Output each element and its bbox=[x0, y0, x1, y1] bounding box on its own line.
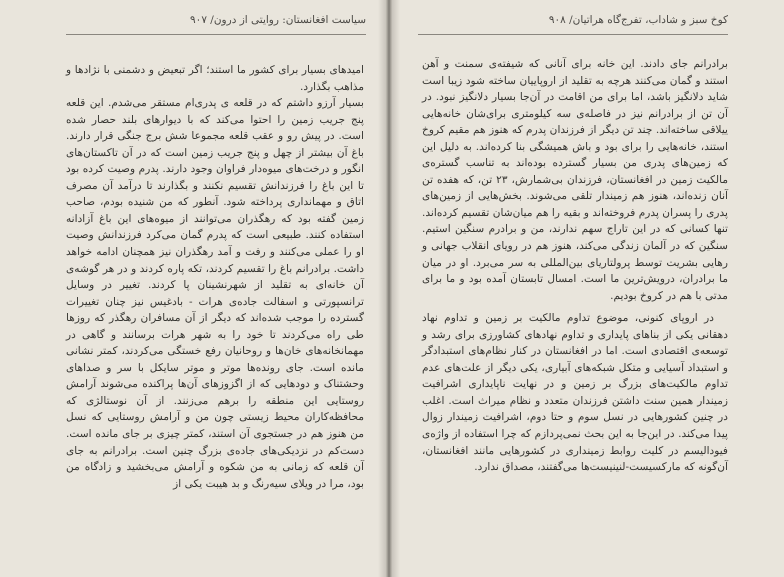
book-gutter-shadow bbox=[378, 0, 400, 577]
right-paragraph-1: برادرانم جای دادند. این خانه برای آنانی که شیفته‌ی سمنت و آهن استند و گمان می‌کنند هرچه به تقلید از اروپاییان ساخته شود زیبا است شاید دلانگیز باشد، اما برای من اقامت در آن‌جا بسیار دلانگیز نبود. در آن تن از برادرانم نیز در فاصله‌ی سه کیلومتری برای‌شان خانه‌هایی ییلاقی ساخته‌اند. چند تن دیگر از فرزندان پدرم که هنوز هم مقیم کروخ استند، خانه‌هایی را برای بود و باش همیشگی بنا کرده‌اند. به دلیل این که زمین‌های پدری من بسیار گسترده بوده‌اند به تناسب گستره‌ی مالکیت زمین در افغانستان، فرزندان بی‌شمارش، ۲۳ تن، که هفده تن آنان زنده‌اند، هنوز هم زمیندار تلقی می‌شوند. بخش‌هایی از زمین‌های پدری را پسران پدرم فروخته‌اند و بقیه را هم میان‌شان تقسیم کرده‌اند. تنها کسانی که در این تاراج سهم ندارند، من و برادرم سنگین استیم. سنگین که در آلمان زندگی می‌کند، هنوز هم در رویای انقلاب جهانی و رهایی بشریت توسط پرولتاریای بین‌المللی به سر می‌برد. او در میان ما برادران، درویش‌ترین ما است. امسال تابستان آمده بود و ما برای مدتی با هم در کروخ بودیم. bbox=[422, 58, 728, 302]
left-page-header: سیاست افغانستان: روایتی از درون/ ۹۰۷ bbox=[190, 14, 366, 26]
left-paragraph-1: امیدهای بسیار برای کشور ما استند؛ اگر تبعیض و دشمنی با نژادها و مذاهب بگذارد. bbox=[66, 64, 364, 93]
left-paragraph-2: بسیار آرزو داشتم که در قلعه ی پدری‌ام مستقر می‌شدم. این قلعه پنج جریب زمین را احتوا می‌کند که با دیوارهای بلند حصار شده است. در پیش رو و عقب قلعه مجموعا شش برج جنگی قرار دارند. باغ آن بیشتر از چهل و پنج جریب زمین است که در آن تاکستان‌های انگور و درخت‌های میوه‌دار فراوان وجود دارند. پدرم وصیت کرده بود تا این باغ را فرزندانش تقسیم نکنند و بگذارند تا درآمد آن مصرف اتاق و مهمانداری پرداخته شود. آنطور که من شنیده بودم، صاحب زمین گفته بود که رهگذران می‌توانند از میوه‌های این باغ آزادانه استفاده کنند. طبیعی است که پدرم گمان می‌کرد فرزندانش وصیت او را عملی می‌کنند و رفت و آمد رهگذران نیز همچنان ادامه خواهد داشت. برادرانم باغ را تقسیم کردند، تکه پاره کردند و در هر گوشه‌ی آن خانه‌ای به تقلید از شهرنشینان پا کردند. تغییر در وسایل ترانسپورتی و اسفالت جاده‌ی هرات - بادغیس نیز چنان تغییرات گسترده را موجب شده‌اند که دیگر از آن مسافران رهگذر که روزها طی راه می‌کردند تا خود را به شهر هرات برسانند و گاهی در مهمانخانه‌های خان‌ها و روحانیان رفع خستگی می‌کردند، کمتر نشانی مانده است. جای رونده‌ها موتر و موتر سایکل با سر و صداهای وحشتناک و دودهایی که از اگزوزهای آن‌ها پراکنده می‌شوند آرامش روستایی این منطقه را برهم می‌زنند. از آن نوستالژی که محافظه‌کاران محیط زیستی چون من و آرامش روستایی که نسل من هنوز هم در جستجوی آن استند، کمتر چیزی بر جای مانده است. دست‌کم در نزدیکی‌های جاده‌ی بزرگ چنین است. برادرانم به جای آن قلعه که زمانی به من شکوه و آرامش می‌بخشید و زادگاه من بود، مرا در ویلای سیه‌رنگ و بد هیبت یکی از bbox=[66, 97, 364, 490]
right-paragraph-2: در اروپای کنونی، موضوع تداوم مالکیت بر زمین و تداوم نهاد دهقانی یکی از بناهای پایداری و تداوم نهادهای کشاورزی برای رشد و توسعه‌ی اقتصادی است. اما در افغانستان در کنار نظام‌های استبدادگر و استبداد آسیایی و متکل شبکه‌های آبیاری، یکی دیگر از علت‌های عدم تداوم مالکیت‌های بزرگ بر زمین و در نهایت ناپایداری اشرافیت زمیندار همین سنت داشتن فرزندان متعدد و نظام میراث است. اغلب در چنین کشورهایی در نسل سوم و حتا دوم، اشرافیت زمیندار زوال پیدا می‌کند. در این‌جا به این بحث نمی‌پردازم که چرا استفاده از واژه‌ی فیودالیسم در کلیت روابط زمینداری در کشورهایی مانند افغانستان، آن‌گونه که مارکسیست-لنینیست‌ها می‌گفتند، مصداق ندارد. bbox=[422, 312, 728, 474]
right-page bbox=[392, 0, 784, 577]
right-header-rule bbox=[418, 34, 728, 35]
left-header-rule bbox=[66, 34, 366, 35]
left-page-body bbox=[66, 62, 364, 492]
right-page-body bbox=[422, 56, 728, 476]
right-page-header: کوخ سبز و شاداب، تفرج‌گاه هراتیان/ ۹۰۸ bbox=[548, 14, 728, 26]
